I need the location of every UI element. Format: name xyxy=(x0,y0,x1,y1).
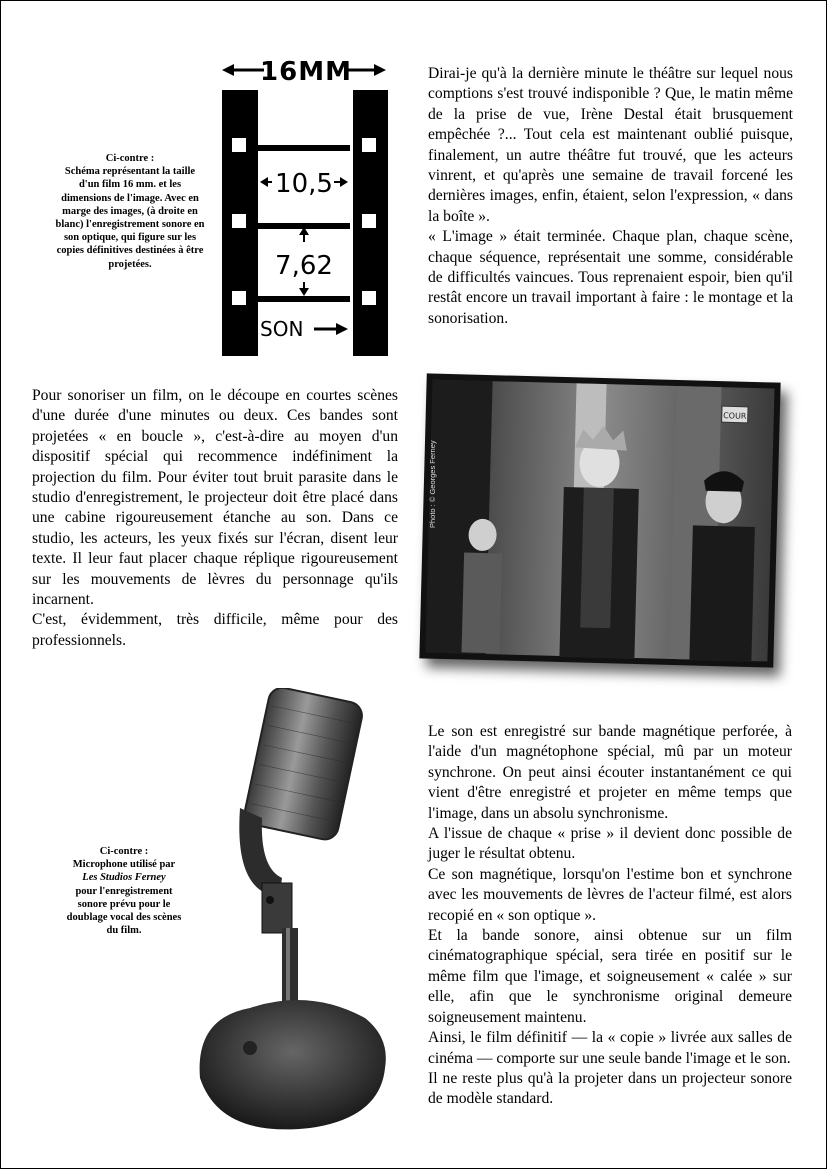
door-sign: COUR xyxy=(723,411,747,421)
film-still-photo xyxy=(419,373,780,667)
sound-track-label: SON xyxy=(260,317,304,341)
photo-credit: Photo : © Georges Ferney xyxy=(428,440,437,528)
microphone-caption xyxy=(60,845,188,937)
film-16mm-diagram xyxy=(220,56,390,356)
paragraph: Ainsi, le film définitif — la « copie » livrée aux salles de cinéma — comporte sur une seule bande l'image et le son. xyxy=(428,1029,792,1067)
paragraph: Le son est enregistré sur bande magnétique perforée, à l'aide d'un magnétophone spécial, mû par un moteur synchrone. On peut ainsi écouter instantanément ce qui vient d'être enregistré et projeter en même temps que l'image, dans un absolu synchronisme. xyxy=(428,723,792,822)
paragraph: A l'issue de chaque « prise » il devient donc possible de juger le résultat obtenu. xyxy=(428,825,792,863)
caption-text: Schéma représentant la taille d'un film 16 mm. et les dimensions de l'image. Avec en marge des images, (à droite en blanc) l'enregistrement sonore en son optique, qui figure sur les copies définitives destinées à être projetées. xyxy=(55,166,205,270)
text-block-bottom xyxy=(428,722,792,1110)
caption-text: pour l'enregistrement sonore prévu pour le doublage vocal des scènes du film. xyxy=(66,885,182,937)
paragraph: Et la bande sonore, ainsi obtenue sur un film cinématographique spécial, sera tirée en positif sur le même film que l'image, et soigneusement « calée » sur elle, afin que le synchronisme original demeure soigneusement maintenu. xyxy=(428,927,792,1026)
film-width-label: 16MM xyxy=(260,57,352,87)
studio-name: Les Studios Ferney xyxy=(82,872,166,884)
microphone-photo xyxy=(190,688,390,1143)
caption-title: Ci-contre : xyxy=(99,846,149,857)
caption-title: Ci-contre : xyxy=(105,153,155,164)
paragraph: Ce son magnétique, lorsqu'on l'estime bon et synchrone avec les mouvements de lèvres de l'acteur filmé, est alors recopié en « son optique ». xyxy=(428,865,792,924)
caption-line: Microphone utilisé par xyxy=(72,859,176,871)
image-width-label: 10,5 xyxy=(275,169,333,199)
film-still-image xyxy=(419,373,780,667)
paragraph: C'est, évidemment, très difficile, même pour des professionnels. xyxy=(32,611,398,649)
text-block-top xyxy=(428,64,793,329)
paragraph: « L'image » était terminée. Chaque plan, chaque scène, chaque séquence, représentait une somme, considérable de difficultés vaincues. Tous reprenaient espoir, bien qu'il restât encore un travail important à faire : le montage et la sonorisation. xyxy=(428,228,793,327)
paragraph: Il ne reste plus qu'à la projeter dans un projecteur sonore de modèle standard. xyxy=(428,1069,792,1108)
paragraph: Dirai-je qu'à la dernière minute le théâtre sur lequel nous comptions s'est trouvé indisponible ? Que, le matin même de la prise de vue, Irène Destal était brusquement empêchée ?... Tout cela est maintenant oublié puisque, finalement, un autre théâtre fut trouvé, que les acteurs vinrent, et qu'après une semaine de travail forcené les dernières images, enfin, étaient, selon l'expression, « dans la boîte ». xyxy=(428,65,793,225)
text-block-middle xyxy=(32,386,398,651)
paragraph: Pour sonoriser un film, on le découpe en courtes scènes d'une durée d'une minutes ou deux. Ces bandes sont projetées « en boucle », c'est-à-dire au moyen d'un dispositif spécial qui recommence indéfiniment la projection du film. Pour éviter tout bruit parasite dans le studio d'enregistrement, le projecteur doit être placé dans une cabine rigoureusement étanche au son. Dans ce studio, les acteurs, les yeux fixés sur l'écran, disent leur texte. Il leur faut placer chaque réplique rigoureusement sur les mouvements de lèvres du personnage qu'ils incarnent. xyxy=(32,387,398,609)
film-diagram-caption xyxy=(55,152,205,271)
image-height-label: 7,62 xyxy=(275,251,333,281)
